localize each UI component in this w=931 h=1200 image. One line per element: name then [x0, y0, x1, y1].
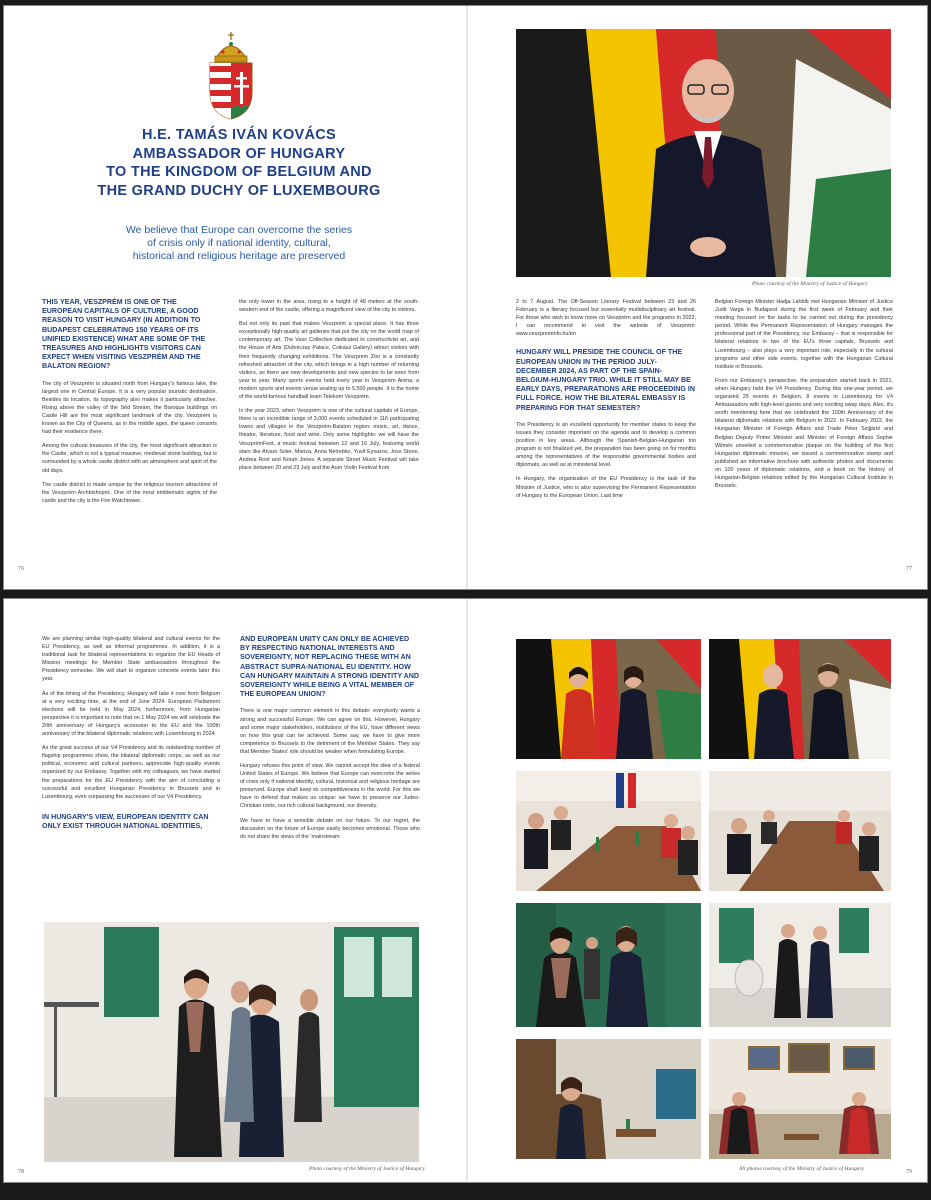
meeting-table-photo-1 [516, 771, 701, 891]
page78-column-1 [42, 635, 220, 839]
body-paragraph: In Hungary, the organization of the EU Presidency is the task of the Minister of Justice, who is also supervising the Permanent Representation of Hungary to the European Union. Last time [516, 476, 696, 499]
ambassador-portrait-photo [516, 29, 891, 277]
page76-column-1 [42, 298, 217, 511]
photo-credit: Photo courtesy of the Ministry of Justice of Hungary [752, 281, 868, 287]
armchair-illustration [516, 1039, 701, 1159]
body-paragraph: But not only its past that makes Veszprém a special place. It has three exceptionally high-quality art galleries that put the city on the world map of contemporary art. The Vass Collection dedicated to constructivist art, and the House of Arts (Dubniczay Palace, Csikász Gallery) attract visitors with their frequently changing exhibitions. The Veszprém Zoo is a constantly refreshed attraction of the city, which brings in a high number of returning visitors, as there are new developments and new species to be seen from year to year. Many sports events held every year in Veszprém Aréna, a modern sports and events venue seating up to 5,500 people. It is the home of the world-famous handball team Telekom Veszprém. [239, 321, 419, 401]
meeting-illustration [516, 771, 701, 891]
walking-hall-illustration [709, 903, 891, 1027]
office-illustration [709, 1039, 891, 1159]
title-line: TO THE KINGDOM OF BELGIUM AND [106, 164, 372, 180]
body-paragraph: As the great success of our V4 Presidency and its outstanding number of flagship programmes show, the bilateral diplomatic corps, as well as our political, economic and cultural partners, appreciate high-quality events organized by our Embassy. Together with my colleagues, we have started the preparations for the EU Presidency with the aim of concluding a successful and excellent Hungarian Presidency in Brussels and in Luxembourg, even surpassing the successes of our V4 Presidency. [42, 745, 220, 800]
hallway-photo [44, 922, 419, 1162]
meeting-table-photo-2 [709, 771, 891, 891]
body-paragraph: As of the timing of the Presidency, Hungary will take it over from Belgium at a very exciting time, at the end of June 2024. European Parliament elections will be held in May 2024, furthermore, from Hungarian perspective it is important to note that on 1 May 2024 we will celebrate the 20th anniversary of Hungary's accession to the EU and the 100th anniversary of the bilateral diplomatic relations with Luxembourg in 2024. [42, 690, 220, 738]
spread-pages-78-79 [3, 598, 928, 1183]
page-number: 76 [18, 566, 24, 572]
walking-hall-photo [709, 903, 891, 1027]
page77-column-2 [715, 298, 893, 496]
spread-gutter [466, 6, 468, 589]
body-paragraph: We are planning similar high-quality bilateral and cultural events for the EU Presidency, as well as informal programmes. In addition, it is a traditional task for bilateral representations to organize the EU Heads of Mission meetings for Member State ambassadors throughout the Presidency semester. We will start to organize concrete events later this year. [42, 636, 220, 683]
body-paragraph: The Presidency is an excellent opportunity for member states to keep the issues they consider important on the agenda and to develop a common position in key areas. Although the Spanish-Belgian-Hungarian trio program is not finalized yet, the preparation has been going on for months among the representatives of the responsible governmental bodies and diplomats, as well as at ministerial level. [516, 421, 696, 469]
page76-column-2 [239, 298, 419, 478]
question-heading: HUNGARY WILL PRESIDE THE COUNCIL OF THE EUROPEAN UNION IN THE PERIOD JULY-DECEMBER 2024, AS PART OF THE SPAIN-BELGIUM-HUNGARY TRIO. WHILE IT STILL MAY BE EARLY DAYS, PREPARATIONS ARE PROCEEDING IN FULL FORCE. HOW THE BILATERAL EMBASSY IS PREPARING FOR THAT SEMESTER? [516, 348, 695, 412]
title-line: THE GRAND DUCHY OF LUXEMBOURG [97, 182, 381, 199]
two-men-illustration [709, 639, 891, 759]
subtitle-line: historical and religious heritage are preserved [132, 250, 346, 262]
armchair-talk-photo [516, 1039, 701, 1159]
handshake-illustration [516, 639, 701, 759]
title-line: AMBASSADOR OF HUNGARY [132, 145, 346, 162]
body-paragraph: There is one major common element in this debate: everybody wants a strong and successful Europe. We can agree on this. However, Hungary and some major stakeholders, institutions of the EU, have different views on how this goal can be achieved. Some say, we have to give more competence to Brussels to the detriment of the Member States. They say that Member States' role should be weaker when formulating Europe. [240, 708, 420, 755]
body-paragraph: Belgian Foreign Minister Hadja Lahbib met Hungarian Minister of Justice Judit Varga in Budapest during the first week of February and their meeting focused on the tasks to be carried out during the presidency period. While the Permanent Representation of Hungary manages the professional part of the Presidency, our Embassy – that is responsible for bilateral relations in two of the EU's three capitals, Brussels and Luxembourg – also plays a very important role, especially in the cultural programs and other side events, together with the Hungarian Cultural Institute in Brussels. [715, 299, 893, 370]
body-paragraph: the only tower in the area, rising to a height of 48 meters at the south-western end of the castle, offering a magnificent view of the city to visitors. [239, 299, 419, 314]
office-conversation-photo [709, 1039, 891, 1159]
page78-column-2 [240, 635, 420, 847]
delegation-illustration [516, 903, 701, 1027]
body-paragraph: The castle district is made unique by the religious tourism attractions of the Veszprém Archbishopric. One of the most emblematic sights of the castle and the city is the Fire Watchtower, [42, 481, 217, 504]
page-number: 78 [18, 1169, 24, 1175]
subtitle-line: of crisis only if national identity, cultural, [147, 237, 331, 249]
page-number: 77 [906, 566, 912, 572]
body-paragraph: We have to have a sensible debate on our future. To our regret, the discussion on the future of Europe easily becomes emotional. Those who do not share the views of the 'mainstream [240, 817, 420, 840]
body-paragraph: From our Embassy's perspective, the preparation started back in 2021, when Hungary held the V4 Presidency. During this one-year period, we organized 25 events in Belgium, 8 events in Luxembourg for V4 Ambassadors with high-level guests and very exciting away days. Also, it's worth mentioning here that we celebrated the 100th Anniversary of the bilateral diplomatic relations with Belgium in 2022. In February 2022, the Hungarian Minister of Foreign Affairs and Trade Péter Szijjártó and Belgian Deputy Prime Minister and Minister of Foreign Affairs Sophie Wilmès unveiled a commemorative plaque on the building of the first Hungarian diplomatic mission, we issued a commemorative stamp and published an informative brochure with authentic photos and documents on 100 years of diplomatic relations, and a book on the history of Hungarian-Belgian relations edited by the Hungarian Cultural Institute in Brussels. [715, 377, 893, 490]
photo-credit: Photo courtesy of the Ministry of Justice of Hungary [309, 1166, 425, 1172]
article-subtitle [84, 224, 394, 263]
page-number: 79 [906, 1169, 912, 1175]
handshake-photo [516, 639, 701, 759]
spread-pages-76-77 [3, 5, 928, 590]
question-heading: IN HUNGARY'S VIEW, EUROPEAN IDENTITY CAN ONLY EXIST THROUGH NATIONAL IDENTITIES, [42, 812, 209, 830]
article-title [64, 126, 414, 200]
question-heading: THIS YEAR, VESZPRÉM IS ONE OF THE EUROPEAN CAPITALS OF CULTURE, A GOOD REASON TO VISIT HUNGARY (IN ADDITION TO BUDAPEST CELEBRATING 150 YEARS OF ITS UNIFIED EXISTENCE) WHAT ARE SOME OF THE TREASURES AND HIGHLIGHTS VISITORS CAN EXPECT WHEN VISITING VESZPRÉM AND THE BALATON REGION? [42, 298, 206, 371]
hungarian-coat-of-arms-icon [204, 30, 258, 120]
title-line: H.E. TAMÁS IVÁN KOVÁCS [141, 127, 337, 143]
question-heading: AND EUROPEAN UNITY CAN ONLY BE ACHIEVED BY RESPECTING NATIONAL INTERESTS AND SOVEREIGNTY, NOT REPLACING THESE WITH AN ABSTRACT SUPRA-NATIONAL EU IDENTITY. HOW CAN HUNGARY MAINTAIN A STRONG IDENTITY AND SOVEREIGNTY WHILE BEING A VITAL MEMBER OF THE EUROPEAN UNION? [240, 635, 420, 699]
two-men-photo [709, 639, 891, 759]
hallway-illustration [44, 922, 419, 1162]
flags-background [516, 29, 891, 277]
body-paragraph: Among the cultural treasures of the city, the most significant attraction is the Castle, which is not a typical massive, medieval stone building, but is surrounded by a whole castle district with an atmosphere and spirit of the old days. [42, 443, 217, 474]
subtitle-line: We believe that Europe can overcome the series [125, 224, 353, 236]
photo-credit: All photos courtesy of the Ministry of Justice of Hungary [739, 1166, 865, 1172]
body-paragraph: In the year 2023, when Veszprém is one of the cultural capitals of Europe, there is an incredible range of 3,000 events scheduled in 116 participating towns and villages in the Veszprém-Balaton region: music, art, dance, theatre, literature, food and wine. Only some highlights: we will have the VeszprémFest, a music festival between 12 and 16 July, featuring world stars like Alvaro Soler, Mariza, Anna Netrebko, Yusif Eyvazov, Joss Stone, Andrea Rost and Norah Jones. A separate Street Music Festival will take place between 20 and 23 July and the Auer Violin Festival from [239, 408, 419, 471]
page77-column-1 [516, 298, 696, 506]
meeting-illustration [709, 771, 891, 891]
body-paragraph: The city of Veszprém is situated north from Hungary's famous lake, the largest one in Central Europe. It is a very popular touristic destination. Besides its location, its topography also makes it particularly attractive. Rising above the valley of the Séd Stream, the Baroque buildings on Castle Hill are the most significant landmark of the city. Veszprém is known as the City of Queens, as in the middle ages, the queen consorts had their residence there. [42, 380, 217, 436]
delegation-photo [516, 903, 701, 1027]
body-paragraph: Hungary refuses this point of view. We cannot accept the idea of a federal United States of Europe. We believe that Europe can overcome the series of crisis only if national identity, cultural, historical and religious heritage are preserved. Europe shall keep its competitiveness in the world. For this we have to defend that makes us unique: we have to preserve our Judeo-Christian roots, our rich cultural background, our diversity. [240, 762, 420, 810]
body-paragraph: 2 to 7 August. The Off-Season Literary Festival between 23 and 26 February is a literary focused but essentially multidisciplinary art festival. For those who wish to know more on Veszprém and the programs in 2023, I can recommend to visit the website of Veszprém: www.veszpreminfo.hu/en [516, 299, 696, 338]
spread-gutter [466, 599, 468, 1182]
